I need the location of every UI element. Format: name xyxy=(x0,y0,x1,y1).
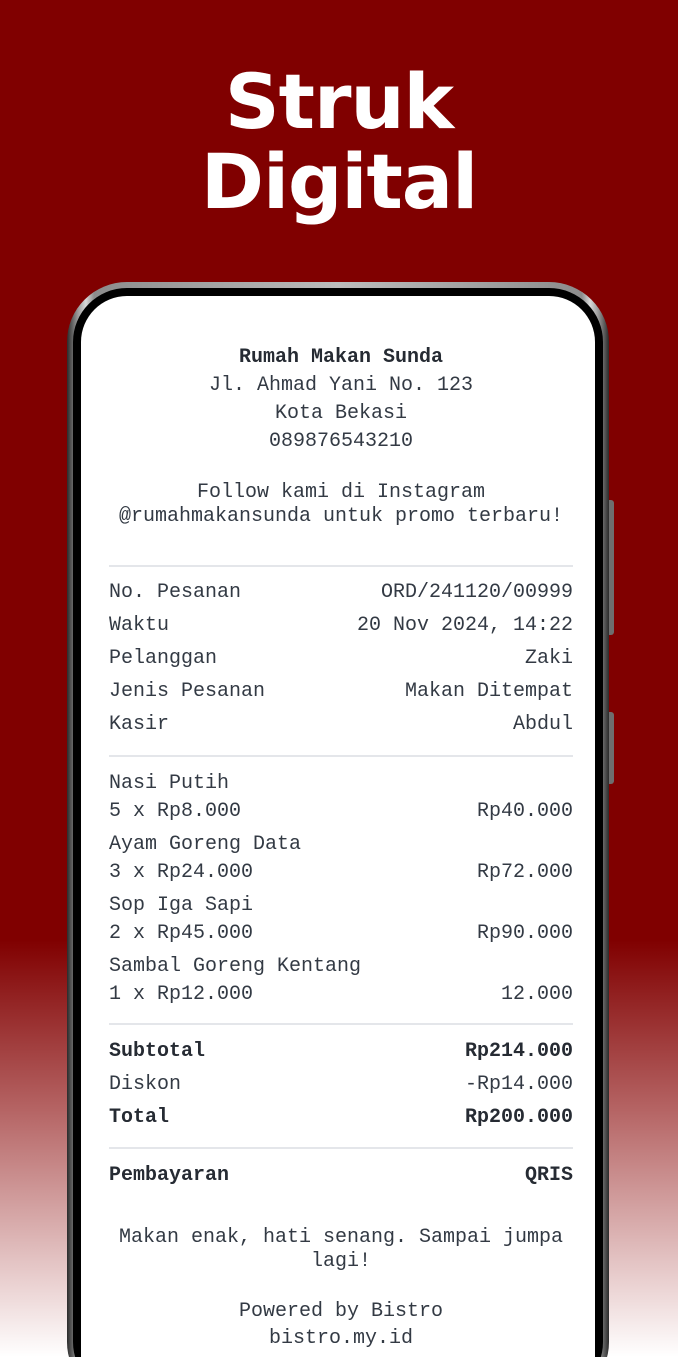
info-value: Zaki xyxy=(524,647,573,670)
list-item xyxy=(109,953,573,1009)
item-price-row xyxy=(109,798,573,826)
divider xyxy=(109,755,573,757)
phone-side-button-top xyxy=(609,500,614,635)
order-info xyxy=(109,576,573,741)
promo-line-2: @rumahmakansunda untuk promo terbaru! xyxy=(118,505,564,528)
subtotal-row xyxy=(109,1035,573,1068)
item-total: Rp40.000 xyxy=(476,800,573,823)
headline-line-2: Digital xyxy=(200,137,478,226)
store-phone: 089876543210 xyxy=(268,430,414,453)
info-label: Kasir xyxy=(109,713,170,736)
item-name: Ayam Goreng Data xyxy=(109,833,302,856)
receipt-footer xyxy=(109,1298,573,1352)
store-address-line-1: Jl. Ahmad Yani No. 123 xyxy=(208,374,474,397)
total-value: Rp200.000 xyxy=(464,1106,573,1129)
payment-label: Pembayaran xyxy=(109,1164,230,1187)
promo-message xyxy=(109,481,573,529)
item-total: Rp72.000 xyxy=(476,861,573,884)
item-name: Sambal Goreng Kentang xyxy=(109,955,362,978)
phone-screen xyxy=(81,296,595,1357)
list-item xyxy=(109,831,573,887)
thank-you-line-2: lagi! xyxy=(310,1250,371,1273)
info-value: ORD/241120/00999 xyxy=(380,581,573,604)
item-qty-price: 5 x Rp8.000 xyxy=(109,800,242,823)
discount-row xyxy=(109,1068,573,1101)
powered-by: Powered by Bistro xyxy=(238,1300,444,1323)
divider xyxy=(109,565,573,567)
discount-value: -Rp14.000 xyxy=(464,1073,573,1096)
receipt xyxy=(109,344,573,1352)
item-qty-price: 1 x Rp12.000 xyxy=(109,983,254,1006)
store-address-line-2: Kota Bekasi xyxy=(274,402,408,425)
thank-you-line-1: Makan enak, hati senang. Sampai jumpa xyxy=(118,1226,564,1249)
total-row xyxy=(109,1101,573,1134)
promo-headline xyxy=(0,57,678,226)
thank-you-message xyxy=(109,1226,573,1274)
info-label: Waktu xyxy=(109,614,170,637)
info-row-cashier xyxy=(109,708,573,741)
info-row-order-number xyxy=(109,576,573,609)
divider xyxy=(109,1023,573,1025)
receipt-header xyxy=(109,344,573,529)
info-value: 20 Nov 2024, 14:22 xyxy=(356,614,573,637)
info-label: No. Pesanan xyxy=(109,581,242,604)
item-name: Nasi Putih xyxy=(109,772,230,795)
phone-bezel xyxy=(73,288,603,1357)
promo-line-1: Follow kami di Instagram xyxy=(196,481,486,504)
info-row-order-type xyxy=(109,675,573,708)
store-name: Rumah Makan Sunda xyxy=(238,346,444,369)
phone-side-button-bottom xyxy=(609,712,614,784)
subtotal-value: Rp214.000 xyxy=(464,1040,573,1063)
payment-method-row xyxy=(109,1159,573,1192)
item-price-row xyxy=(109,920,573,948)
payment-value: QRIS xyxy=(524,1164,573,1187)
headline-line-1: Struk xyxy=(224,57,454,146)
phone-mockup xyxy=(67,282,609,1357)
list-item xyxy=(109,892,573,948)
info-row-customer xyxy=(109,642,573,675)
list-item xyxy=(109,770,573,826)
divider xyxy=(109,1147,573,1149)
order-items xyxy=(109,770,573,1009)
item-qty-price: 3 x Rp24.000 xyxy=(109,861,254,884)
website-link[interactable]: bistro.my.id xyxy=(268,1327,414,1350)
item-total: 12.000 xyxy=(500,983,573,1006)
total-label: Total xyxy=(109,1106,170,1129)
discount-label: Diskon xyxy=(109,1073,182,1096)
info-value: Abdul xyxy=(512,713,573,736)
item-price-row xyxy=(109,981,573,1009)
info-label: Pelanggan xyxy=(109,647,218,670)
item-price-row xyxy=(109,859,573,887)
item-qty-price: 2 x Rp45.000 xyxy=(109,922,254,945)
subtotal-label: Subtotal xyxy=(109,1040,206,1063)
item-name: Sop Iga Sapi xyxy=(109,894,254,917)
payment-summary xyxy=(109,1035,573,1134)
item-total: Rp90.000 xyxy=(476,922,573,945)
info-value: Makan Ditempat xyxy=(404,680,573,703)
info-row-time xyxy=(109,609,573,642)
info-label: Jenis Pesanan xyxy=(109,680,266,703)
